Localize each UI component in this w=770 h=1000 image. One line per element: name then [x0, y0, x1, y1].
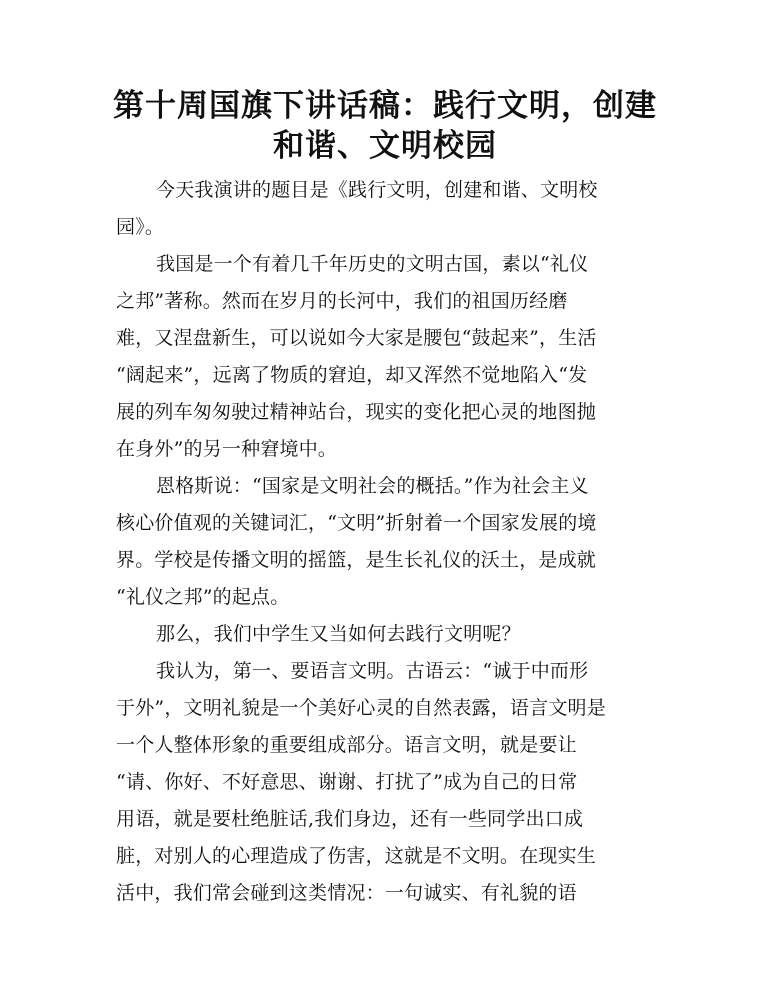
text-line: 那么，我们中学生又当如何去践行文明呢？ [156, 623, 521, 645]
text-line: 在身外”的另一种窘境中。 [116, 438, 338, 460]
text-line: 脏，对别人的心理造成了伤害，这就是不文明。在现实生 [116, 845, 597, 867]
title-line: 和谐、文明校园 [273, 128, 497, 164]
paragraph [116, 172, 652, 246]
text-line: 于外”，文明礼貌是一个美好心灵的自然表露，语言文明是 [116, 697, 606, 719]
text-line: 核心价值观的关键词汇，“文明”折射着一个国家发展的境 [116, 512, 597, 534]
text-line: 难，又涅盘新生，可以说如今大家是腰包“鼓起来”，生活 [116, 327, 597, 349]
text-line: 今天我演讲的题目是《践行文明，创建和谐、文明校 [156, 179, 598, 201]
text-line: 恩格斯说：“国家是文明社会的概括。”作为社会主义 [156, 475, 589, 497]
paragraph [116, 468, 652, 616]
text-line: 园》。 [116, 216, 165, 238]
text-line: “礼仪之邦”的起点。 [116, 586, 290, 608]
text-line: 我国是一个有着几千年历史的文明古国，素以“礼仪 [156, 253, 589, 275]
text-line: “阔起来”，远离了物质的窘迫，却又浑然不觉地陷入“发 [116, 364, 588, 386]
text-line: 展的列车匆匆驶过精神站台，现实的变化把心灵的地图抛 [116, 401, 597, 423]
document-body [116, 172, 652, 912]
title-line: 第十周国旗下讲话稿：践行文明，创建 [113, 88, 657, 124]
paragraph [116, 616, 652, 653]
text-line: “请、你好、不好意思、谢谢、打扰了”成为自己的日常 [116, 771, 578, 793]
text-line: 之邦”著称。然而在岁月的长河中，我们的祖国历经磨 [116, 290, 568, 312]
text-line: 活中，我们常会碰到这类情况：一句诚实、有礼貌的语 [116, 882, 577, 904]
text-line: 我认为，第一、要语言文明。古语云：“诚于中而形 [156, 660, 589, 682]
paragraph [116, 653, 652, 912]
document-title [100, 86, 670, 166]
text-line: 界。学校是传播文明的摇篮，是生长礼仪的沃土，是成就 [116, 549, 597, 571]
text-line: 用语，就是要杜绝脏话,我们身边，还有一些同学出口成 [116, 808, 584, 830]
paragraph [116, 246, 652, 468]
text-line: 一个人整体形象的重要组成部分。语言文明，就是要让 [116, 734, 577, 756]
